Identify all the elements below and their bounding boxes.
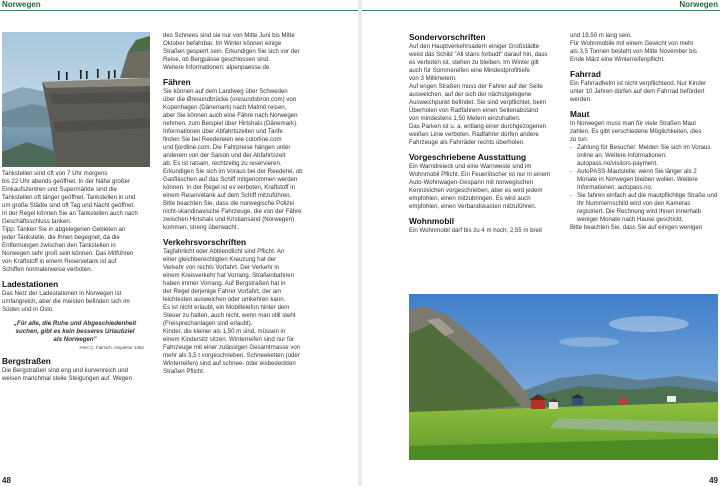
verkehr-line: einer gleichberechtigten Kreuzung hat der: [163, 256, 277, 263]
camper-size-line: und 19,50 m lang sein.: [570, 32, 632, 39]
ausstattung-line: empfohlen, einen Verbandskasten mitzuführen.: [409, 203, 537, 210]
mountain-pass-line: Oktober befahrbar. Im Winter können einige: [163, 40, 282, 47]
fahrrad-heading: Fahrrad: [570, 69, 601, 79]
maut-line: In Norwegen muss man für viele Straßen Maut: [570, 120, 696, 127]
right-page-number: 49: [709, 476, 718, 485]
ladestationen-heading: Ladestationen: [2, 279, 59, 289]
page-gutter: [358, 0, 362, 486]
left-page-column-1: [2, 170, 150, 383]
faehren-heading: Fähren: [163, 77, 191, 87]
camper-size-line: Ende März eine Winterreifenpflicht.: [570, 56, 665, 63]
faehren-line: aber Sie können auch eine Fähre nach Norwegen: [163, 112, 298, 119]
faehren-line: zwischen Hirtshals und Kristiansand (Norwegen): [163, 216, 295, 223]
mountain-pass-line: Reise, ob Bergpässe geschlossen sind.: [163, 56, 270, 63]
verkehr-line: der Regel derjenige Fahrer Vorfahrt, der am: [163, 288, 282, 295]
sonder-line: Überholen von Radfahrern einen Seitenabstand: [409, 107, 539, 114]
verkehrsvorschriften-heading: Verkehrsvorschriften: [163, 237, 247, 247]
ladestationen-line: Das Netz der Ladestationen in Norwegen ist: [2, 290, 122, 297]
fahrrad-line: werden.: [570, 96, 592, 103]
sonder-line: Auf den Hauptverkehrsadern einiger Großstädte: [409, 43, 540, 50]
verkehr-line: (Freisprechanlagen sind erlaubt).: [163, 320, 253, 327]
maut-line: zu tun:: [570, 136, 589, 143]
left-header-bar: [0, 0, 358, 10]
sonder-line: ausweichen, auf der sich der nächstgelegene: [409, 91, 532, 98]
faehren-line: finden Sie bei Reedereien wie colorline.com: [163, 136, 282, 143]
faehren-line: einem Reservetank auf dem Schiff mitzuführen.: [163, 192, 292, 199]
verkehr-line: Winterreifen) sind auf schnee- oder eisbedeckten: [163, 360, 296, 367]
faehren-line: über die Øresundbrücke (oresundsbron.com) von: [163, 96, 297, 103]
verkehr-line: Es ist nicht erlaubt, ein Mobiltelefon hinter dem: [163, 304, 290, 311]
ausstattung-line: Kennzeichen vorgeschrieben, aber es wird jedem: [409, 187, 543, 194]
verkehr-line: einem Kindersitz sitzen. Winterreifen sind nur für: [163, 336, 295, 343]
fuel-intro-line: bis 22 Uhr abends geöffnet. In der Nähe großer: [2, 178, 130, 185]
faehren-line: können. In der Regel ist es verboten, Kraftstoff in: [163, 184, 295, 191]
verkehr-line: Verkehr von rechts Vorfahrt. Der Verkehr in: [163, 264, 280, 271]
right-running-title: Norwegen: [679, 0, 718, 9]
faehren-line: ab. Es ist ratsam, rechtzeitig zu reservieren.: [163, 160, 282, 167]
fuel-intro-line: Geschäftsschluss tanken.: [2, 218, 72, 225]
sonder-line: weißen Linie verboten. Radfahrer dürfen andere: [409, 131, 539, 138]
fuel-intro-line: jeder Tankstelle, die Ihnen begegnet, da die: [2, 234, 120, 241]
fuel-intro-line: Tankstellen sind oft von 7 Uhr morgens: [2, 170, 108, 177]
ausstattung-line: empfohlen, einen mitzubringen. Es wird auch: [409, 195, 531, 202]
mountain-pass-line: Weitere Informationen: alpenpaesse.de.: [163, 64, 271, 71]
sonder-line: Fahrzeuge als Fahrräder rechts überholen.: [409, 139, 525, 146]
sondervorschriften-heading: Sondervorschriften: [409, 32, 486, 42]
list-item: - AutoPASS-Mautstelle: wenn Sie länger als 2 Monate in Norwegen bleiben wollen. Weitere Informationen: autopass.no.: [570, 168, 718, 192]
left-running-title: Norwegen: [2, 0, 41, 9]
sonder-line: auch für Sommereifen eine Mindestprofiltiefe: [409, 67, 530, 74]
fuel-intro-line: um große Städte sind oft Tag und Nacht geöffnet.: [2, 202, 135, 209]
right-header-bar: [362, 0, 720, 10]
bergstrassen-line: Die Bergstraßen sind eng und kurvenreich und: [2, 367, 129, 374]
sonder-line: von 3 Millimetern.: [409, 75, 457, 82]
verkehr-line: einem Kreisverkehr hat Vorrang. Straßenbahnen: [163, 272, 295, 279]
pull-quote-line: suchen, gibt es kein besseres Urlaubziel: [15, 328, 135, 335]
left-page-number: 48: [2, 476, 11, 485]
fuel-intro-line: Schiffen normalerweise verboten.: [2, 266, 93, 273]
sonder-line: Ausweichpunkt befindet. Sie sind verpflichtet, beim: [409, 99, 547, 106]
fuel-intro-line: Entfernungen zwischen den Tankstellen in: [2, 242, 116, 249]
pull-quote-line: „Für alle, die Ruhe und Abgeschiedenheit: [13, 320, 137, 327]
sonder-line: es verboten ist, stehen zu bleiben. Im Winter gilt: [409, 59, 539, 66]
fuel-intro-line: Tipp: Tanken Sie in abgelegenen Gebieten an: [2, 226, 126, 233]
sonder-line: weist das Schild "All stans forbudt" darauf hin, dass: [409, 51, 548, 58]
camper-size-line: als 3,5 Tonnen besteht von Mitte November bis: [570, 48, 697, 55]
verkehr-line: leichtesten ausweichen oder umkehren kann.: [163, 296, 286, 303]
verkehr-line: Tagfahrlicht oder Abblendlicht sind Pflicht. An: [163, 248, 285, 255]
mountain-pass-line: des Schnees sind sie nur von Mitte Juni bis Mitte: [163, 32, 295, 39]
ausstattung-heading: Vorgeschriebene Ausstattung: [409, 152, 527, 162]
faehren-line: Erkundigen Sie sich im Voraus bei der Reederei, ob: [163, 168, 303, 175]
maut-options-list: [570, 144, 718, 224]
ausstattung-line: Ein Warndreieck und eine Warnweste sind im: [409, 163, 532, 170]
preikestolen-cliff-photo: [2, 32, 150, 167]
faehren-line: Sie können auf dem Landweg über Schweden: [163, 88, 288, 95]
faehren-line: kommen, streng überwacht.: [163, 224, 239, 231]
camper-size-line: Für Wohnmobile mit einem Gewicht von mehr: [570, 40, 694, 47]
pull-quote-line: als Norwegen": [53, 336, 97, 343]
fahrrad-line: unter 10 Jahren dürfen auf dem Fahrrad befördert: [570, 88, 705, 95]
left-page-column-2: [163, 32, 311, 376]
left-header-rule: [0, 10, 358, 11]
list-item: - Zahlung für Besucher: Melden Sie sich im Voraus online an. Weitere Informationen: autopass.no/visitors-payment.: [570, 144, 718, 168]
pull-quote-source: -Herr C. Falmich, Inspektor 1362: [78, 345, 144, 350]
wohnmobil-line: Ein Wohnmobil darf bis zu 4 m hoch, 2,55 m breit: [409, 227, 542, 234]
faehren-line: nicht-skandinavische Fahrzeuge, die von der Fähre: [163, 208, 302, 215]
faehren-line: Bitte beachten Sie, dass die norwegische Polizei: [163, 200, 295, 207]
right-page-column-2: [570, 32, 718, 232]
maut-line: zahlen. Es gibt verschiedene Möglichkeiten, dies: [570, 128, 702, 135]
mountain-pass-line: Straßen gesperrt sein. Erkundigen Sie sich vor der: [163, 48, 300, 55]
fuel-intro-line: Einkaufszentren und Supermärkte sind die: [2, 186, 117, 193]
faehren-line: Kopenhagen (Dänemark) nach Malmö reisen,: [163, 104, 287, 111]
sonder-line: Auf engen Straßen muss der Fahrer auf der Seite: [409, 83, 543, 90]
maut-heading: Maut: [570, 109, 590, 119]
faehren-line: anderem von der Saison und der Abfahrtszeit: [163, 152, 286, 159]
ausstattung-line: Auto-Wohnwagen-Gespann mit norwegischen: [409, 179, 534, 186]
norway-valley-farmhouses-photo: [409, 294, 718, 460]
verkehr-line: haben immer Vorrang. Auf Bergstraßen hat in: [163, 280, 286, 287]
verkehr-line: Steuer zu halten, auch nicht, wenn man still steht: [163, 312, 296, 319]
fuel-intro-line: von Kraftstoff in einem Reservetank ist auf: [2, 258, 117, 265]
verkehr-line: mehr als 3,5 t vorgeschrieben. Schneeketten (oder: [163, 352, 300, 359]
faehren-line: Informationen über Abfahrtszeiten und Tarife: [163, 128, 283, 135]
faehren-line: und fjordline.com. Die Fahrpreise hängen unter: [163, 144, 291, 151]
fuel-intro-line: Norwegen sehr groß sein können. Das Mitführen: [2, 250, 134, 257]
bergstrassen-line: weisen manchmal steile Steigungen auf. Wegen: [2, 375, 132, 382]
ladestationen-line: Süden und in Oslo.: [2, 306, 54, 313]
faehren-line: nehmen, zum Beispiel über Hirtshals (Dänemark).: [163, 120, 298, 127]
verkehr-line: Kinder, die kleiner als 1,50 m sind, müssen in: [163, 328, 286, 335]
verkehr-line: Fahrzeuge mit einer zulässigen Gesamtmasse von: [163, 344, 301, 351]
verkehr-line: Straßen Pflicht.: [163, 368, 205, 375]
sonder-line: von mindestens 1,50 Metern einzuhalten.: [409, 115, 521, 122]
ladestationen-line: umfangreich, aber die meisten befinden sich im: [2, 298, 130, 305]
list-item: - Sie fahren einfach auf die mautpflichtige Straße und Ihr Nummernschild wird von den Kameras registriert. Die Rechnung wird Ihnen innerhalb weniger Monate nach Hause geschickt.: [570, 192, 718, 224]
ausstattung-line: Wohnmobil Pflicht. Ein Feuerlöscher ist nur in einem: [409, 171, 551, 178]
maut-footer-line: Bitte beachten Sie, dass Sie auf einigen wenigen: [570, 224, 703, 231]
faehren-line: Gasflaschen auf das Schiff mitgenommen werden: [163, 176, 298, 183]
fahrrad-line: Ein Fahrradhelm ist nicht verpflichtend. Nur Kinder: [570, 80, 707, 87]
bergstrassen-heading: Bergstraßen: [2, 356, 51, 366]
wohnmobil-heading: Wohnmobil: [409, 216, 455, 226]
right-header-rule: [362, 10, 720, 11]
right-page-column-1: [409, 32, 557, 235]
pull-quote: [6, 320, 144, 344]
sonder-line: Das Parken ist u. a. entlang einer durchgezogenen: [409, 123, 547, 130]
fuel-intro-line: Tankstellen oft länger geöffnet. Tankstellen in und: [2, 194, 136, 201]
fuel-intro-line: In der Regel können Sie an Tankstellen auch nach: [2, 210, 138, 217]
